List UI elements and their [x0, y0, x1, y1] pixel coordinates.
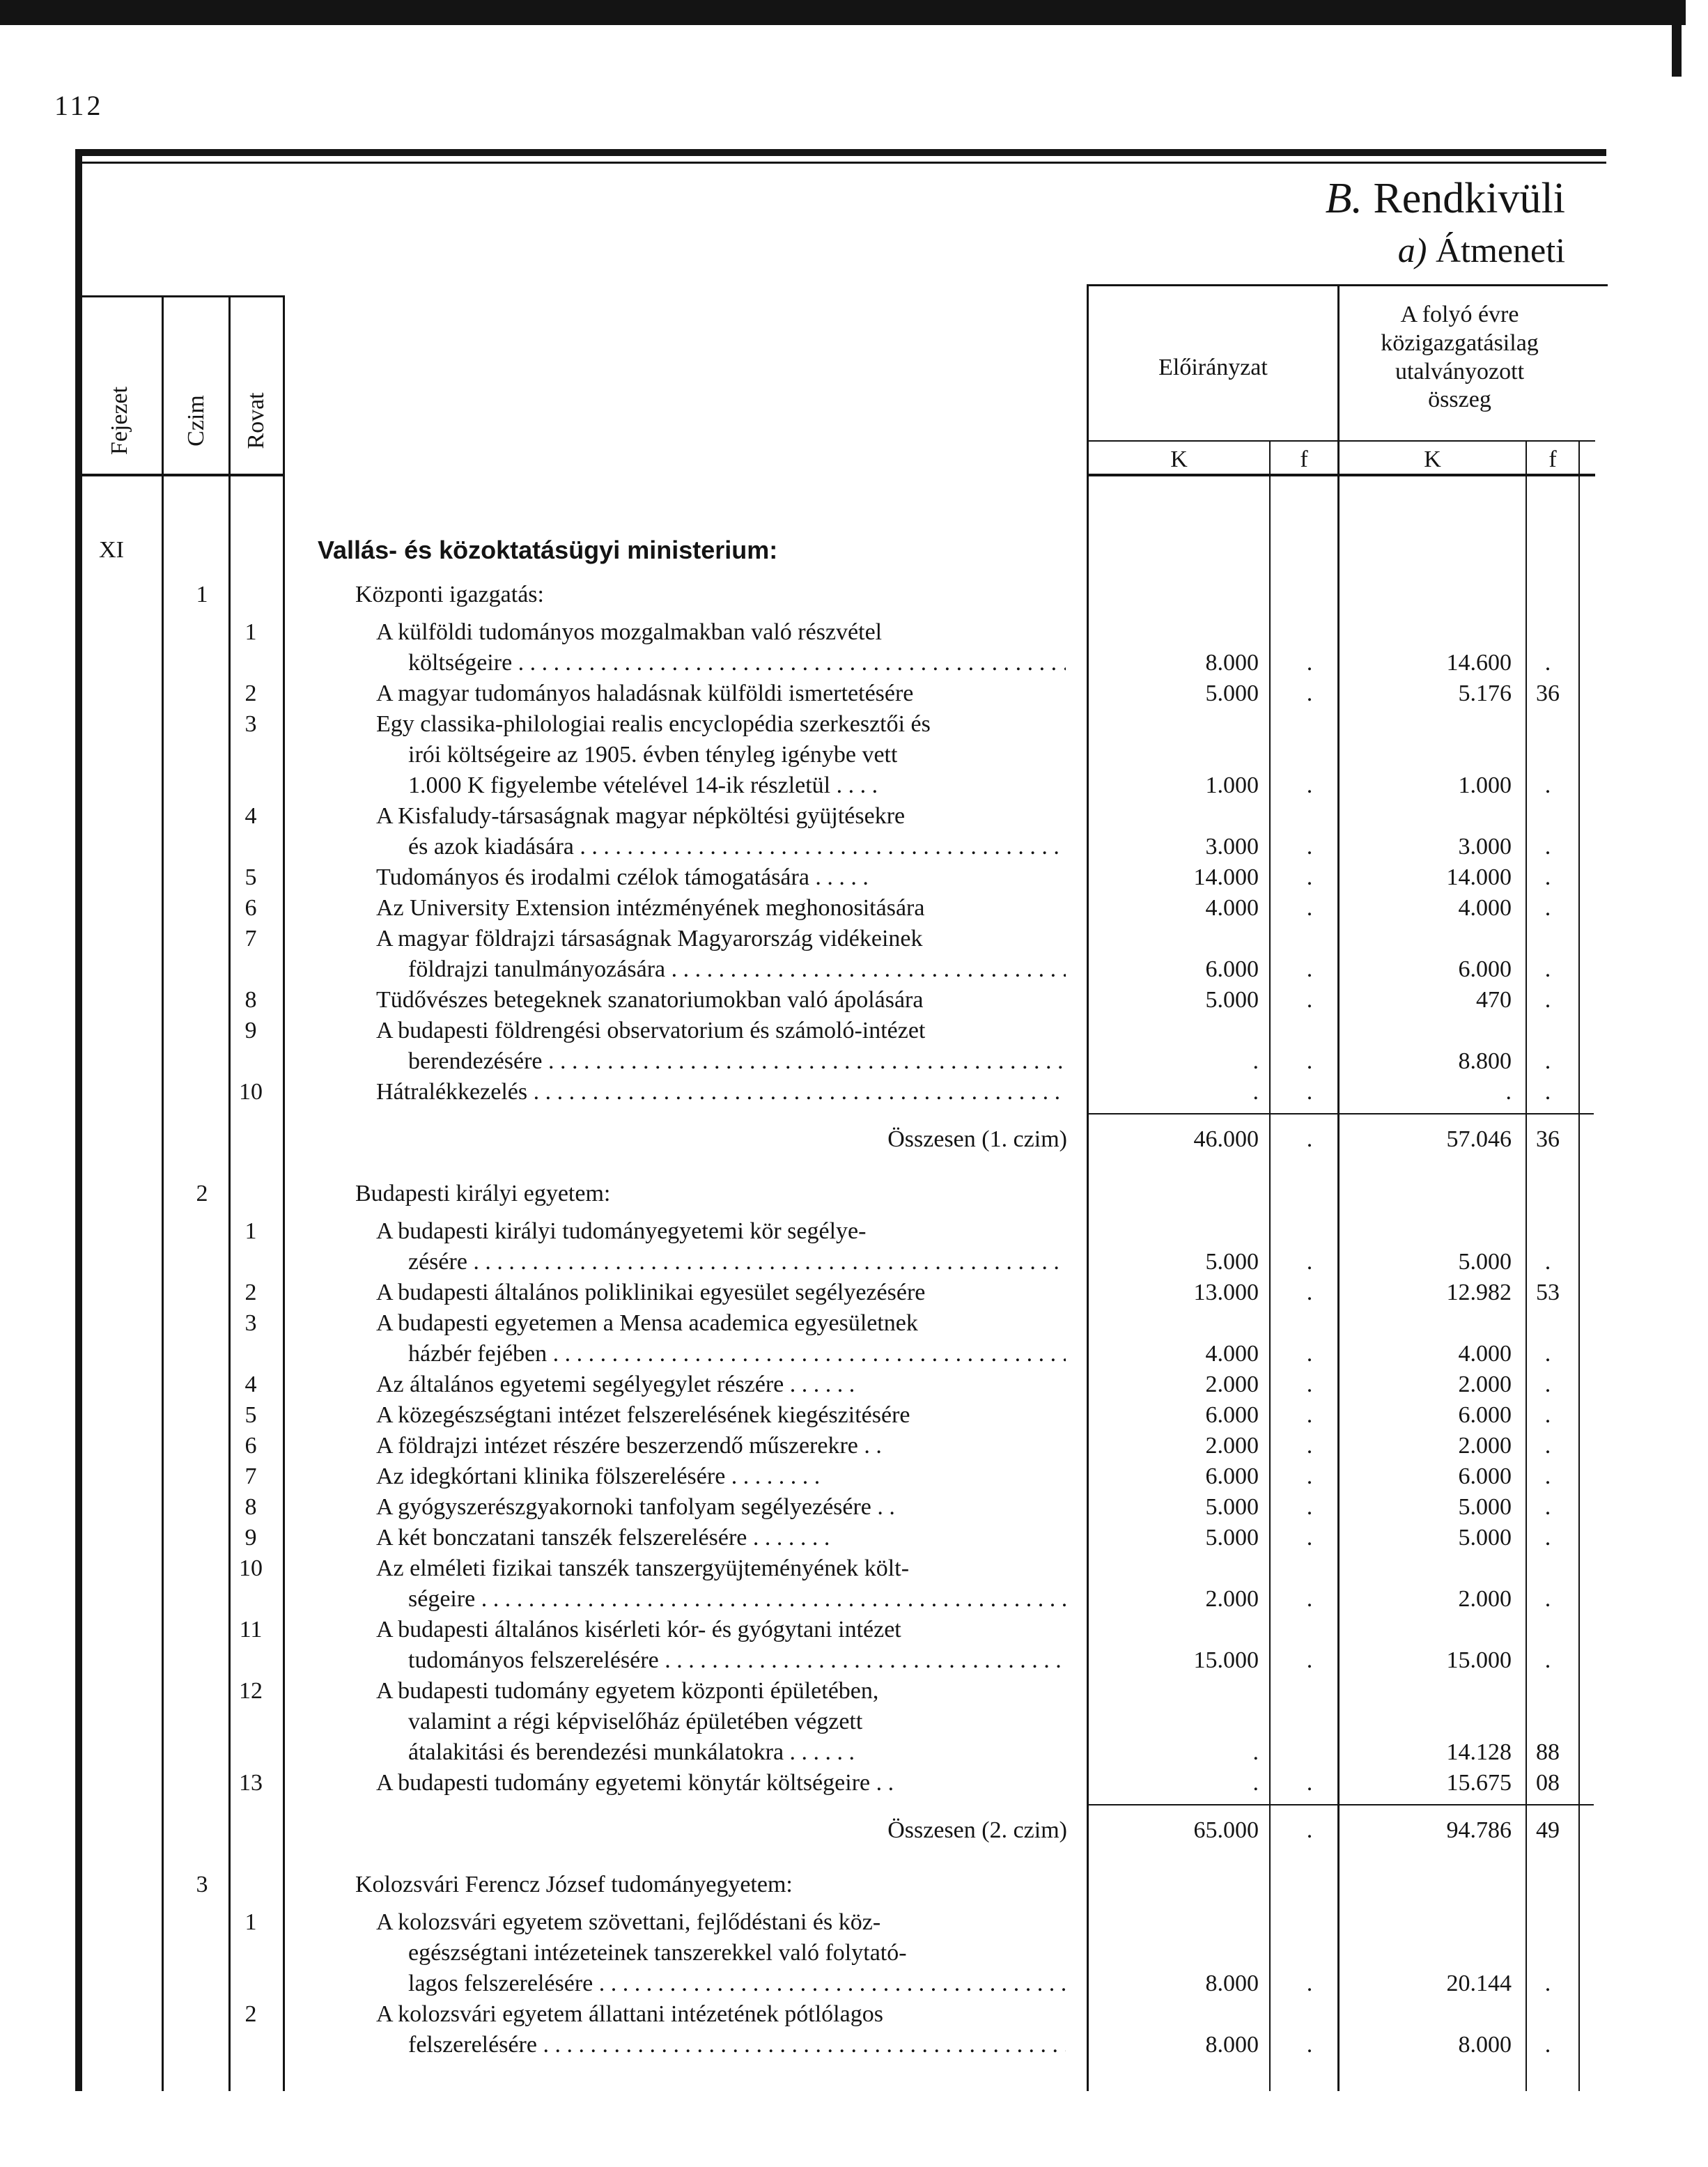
item-description: házbér fejében . . . — [408, 1339, 1066, 1369]
eloiranyzat-k: 46.000 — [1193, 1126, 1259, 1152]
item-description: A földrajzi intézet részére beszerzendő műszerekre . . — [376, 1433, 882, 1459]
header-folyo-evre-line-2: közigazgatásilag — [1381, 329, 1539, 356]
header-folyo-evre — [1340, 301, 1580, 414]
table-row — [0, 1247, 1708, 1277]
eloiranyzat-f: . — [1306, 772, 1313, 798]
rovat-number: 8 — [244, 987, 257, 1013]
eloiranyzat-f: . — [1306, 987, 1313, 1013]
table-row — [0, 1400, 1708, 1431]
eloiranyzat-f: . — [1306, 1494, 1313, 1520]
table-row — [0, 1676, 1708, 1707]
rovat-number: 2 — [244, 1280, 257, 1305]
total-label: Összesen (1. czim) — [887, 1126, 1067, 1152]
utalvanyozott-k: 1.000 — [1458, 772, 1512, 798]
rovat-number: 9 — [244, 1525, 257, 1551]
item-description: Tüdővészes betegeknek szanatoriumokban való ápolására — [376, 987, 924, 1013]
group-row — [0, 1870, 1708, 1900]
subtotal-rule — [1089, 1113, 1594, 1114]
item-description: A budapesti királyi tudományegyetemi kör segélye- — [376, 1218, 867, 1244]
rovat-number: 1 — [244, 1909, 257, 1935]
table-row — [0, 1645, 1708, 1676]
header-rovat: Rovat — [243, 392, 269, 449]
ministry-heading: Vallás- és közoktatásügyi ministerium: — [318, 536, 778, 564]
table-row — [0, 1584, 1708, 1615]
eloiranyzat-f: . — [1306, 1525, 1313, 1551]
utalvanyozott-f: . — [1544, 650, 1551, 676]
utalvanyozott-f: . — [1544, 1341, 1551, 1367]
item-description: A magyar földrajzi társaságnak Magyarország vidékeinek — [376, 926, 923, 952]
table-row — [0, 1461, 1708, 1492]
subtotal-rule — [1089, 1804, 1594, 1805]
eloiranyzat-k: 15.000 — [1193, 1647, 1259, 1673]
header-eloiranyzat: Előirányzat — [1158, 355, 1268, 380]
item-description: Az elméleti fizikai tanszék tanszergyüjteményének költ- — [376, 1555, 910, 1581]
item-description: és azok kiadására . . . — [408, 832, 1066, 862]
czim-number: 2 — [196, 1181, 208, 1206]
table-row — [0, 1553, 1708, 1584]
item-description: Az University Extension intézményének meghonositására — [376, 895, 925, 921]
utalvanyozott-f: . — [1544, 1372, 1551, 1397]
total-row — [0, 1815, 1708, 1846]
table-row — [0, 1523, 1708, 1553]
utalvanyozott-f: . — [1544, 1971, 1551, 1996]
utalvanyozott-k: 94.786 — [1446, 1817, 1512, 1843]
group-row — [0, 1179, 1708, 1209]
eloiranyzat-k: 8.000 — [1205, 650, 1259, 676]
utalvanyozott-k: . — [1505, 1079, 1512, 1105]
total-row — [0, 1124, 1708, 1155]
eloiranyzat-k: 5.000 — [1205, 987, 1259, 1013]
eloiranyzat-k: 2.000 — [1205, 1586, 1259, 1612]
utalvanyozott-f: . — [1544, 1586, 1551, 1612]
utalvanyozott-f: . — [1544, 772, 1551, 798]
table-row — [0, 1968, 1708, 1999]
utalvanyozott-f: 36 — [1536, 1126, 1560, 1152]
table-row — [0, 740, 1708, 770]
rovat-number: 1 — [244, 619, 257, 645]
section-heading: B. Rendkivüli — [1325, 175, 1565, 222]
item-description: A budapesti tudomány egyetem központi épületében, — [376, 1678, 879, 1704]
table-row — [0, 535, 1708, 566]
table-row — [0, 1938, 1708, 1968]
utalvanyozott-k: 6.000 — [1458, 1463, 1512, 1489]
item-description: átalakitási és berendezési munkálatokra . . . . . . — [408, 1739, 855, 1765]
table-row — [0, 678, 1708, 709]
eloiranyzat-f: . — [1306, 1280, 1313, 1305]
eloiranyzat-k: 6.000 — [1205, 1402, 1259, 1428]
eloiranyzat-k: 4.000 — [1205, 895, 1259, 921]
item-description: A budapesti általános kisérleti kór- és gyógytani intézet — [376, 1617, 901, 1642]
utalvanyozott-k: 6.000 — [1458, 956, 1512, 982]
utalvanyozott-k: 14.128 — [1446, 1739, 1512, 1765]
eloiranyzat-k: . — [1252, 1079, 1259, 1105]
utalvanyozott-k: 6.000 — [1458, 1402, 1512, 1428]
eloiranyzat-k: 65.000 — [1193, 1817, 1259, 1843]
item-description: ségeire . . . — [408, 1584, 1066, 1615]
eloiranyzat-f: . — [1306, 1402, 1313, 1428]
item-description: A közegészségtani intézet felszerelésének kiegészitésére — [376, 1402, 910, 1428]
rovat-number: 3 — [244, 1310, 257, 1336]
item-description: A budapesti egyetemen a Mensa academica egyesületnek — [376, 1310, 918, 1336]
rovat-number: 13 — [239, 1770, 263, 1796]
eloiranyzat-k: 1.000 — [1205, 772, 1259, 798]
item-description: Tudományos és irodalmi czélok támogatására . . . . . — [376, 864, 869, 890]
eloiranyzat-k: 4.000 — [1205, 1341, 1259, 1367]
eloiranyzat-f: . — [1306, 1372, 1313, 1397]
group-heading: Kolozsvári Ferencz József tudományegyetem: — [355, 1872, 793, 1897]
utalvanyozott-k: 4.000 — [1458, 1341, 1512, 1367]
eloiranyzat-f: . — [1306, 895, 1313, 921]
utalvanyozott-f: 49 — [1536, 1817, 1560, 1843]
item-description: A Kisfaludy-társaságnak magyar népköltési gyüjtésekre — [376, 803, 906, 829]
rovat-number: 3 — [244, 711, 257, 737]
utalvanyozott-k: 5.000 — [1458, 1494, 1512, 1520]
utalvanyozott-k: 2.000 — [1458, 1586, 1512, 1612]
utalvanyozott-f: . — [1544, 1494, 1551, 1520]
table-row — [0, 617, 1708, 648]
table-row — [0, 1492, 1708, 1523]
table-row — [0, 1615, 1708, 1645]
utalvanyozott-k: 8.000 — [1458, 2032, 1512, 2058]
top-border — [0, 0, 1686, 25]
item-description: irói költségeire az 1905. évben tényleg igénybe vett — [408, 742, 898, 768]
utalvanyozott-f: . — [1544, 2032, 1551, 2058]
eloiranyzat-f: . — [1306, 1079, 1313, 1105]
item-description: A kolozsvári egyetem szövettani, fejlődéstani és köz- — [376, 1909, 881, 1935]
utalvanyozott-f: 08 — [1536, 1770, 1560, 1796]
utalvanyozott-k: 15.000 — [1446, 1647, 1512, 1673]
eloiranyzat-f: . — [1306, 1433, 1313, 1459]
eloiranyzat-f: . — [1306, 1341, 1313, 1367]
rovat-number: 5 — [244, 1402, 257, 1428]
item-description: valamint a régi képviselőház épületében végzett — [408, 1709, 863, 1734]
rovat-number: 7 — [244, 926, 257, 952]
eloiranyzat-k: 8.000 — [1205, 1971, 1259, 1996]
item-description: A gyógyszerészgyakornoki tanfolyam segélyezésére . . — [376, 1494, 895, 1520]
item-description: Az általános egyetemi segélyegylet részére . . . . . . — [376, 1372, 855, 1397]
table-row — [0, 1016, 1708, 1046]
header-czim: Czim — [183, 395, 209, 446]
rovat-number: 9 — [244, 1018, 257, 1043]
eloiranyzat-k: 5.000 — [1205, 1249, 1259, 1275]
table-row — [0, 924, 1708, 954]
eloiranyzat-k: 5.000 — [1205, 1494, 1259, 1520]
item-description: egészségtani intézeteinek tanszerekkel való folytató- — [408, 1940, 907, 1966]
utalvanyozott-f: . — [1544, 1079, 1551, 1105]
eloiranyzat-k: 5.000 — [1205, 681, 1259, 706]
table-row — [0, 1768, 1708, 1799]
table-top-rule — [75, 149, 1606, 156]
table-row — [0, 1308, 1708, 1339]
eloiranyzat-f: . — [1306, 1971, 1313, 1996]
header-k1: K — [1170, 446, 1188, 472]
eloiranyzat-k: 8.000 — [1205, 2032, 1259, 2058]
item-description: A budapesti földrengési observatorium és számoló-intézet — [376, 1018, 926, 1043]
table-row — [0, 954, 1708, 985]
utalvanyozott-f: 88 — [1536, 1739, 1560, 1765]
header-fejezet: Fejezet — [107, 386, 132, 456]
header-folyo-evre-line-4: összeg — [1428, 387, 1491, 413]
table-row — [0, 1907, 1708, 1938]
utalvanyozott-k: 470 — [1476, 987, 1512, 1013]
rovat-number: 2 — [244, 2001, 257, 2027]
eloiranyzat-f: . — [1306, 2032, 1313, 2058]
item-description: lagos felszerelésére . . . — [408, 1968, 1066, 1999]
eloiranyzat-f: . — [1306, 1126, 1313, 1152]
utalvanyozott-f: . — [1544, 987, 1551, 1013]
rovat-number: 4 — [244, 1372, 257, 1397]
rovat-number: 6 — [244, 1433, 257, 1459]
group-heading: Budapesti királyi egyetem: — [355, 1181, 611, 1206]
item-description: berendezésére . . . — [408, 1046, 1066, 1077]
utalvanyozott-k: 2.000 — [1458, 1372, 1512, 1397]
top-border-tick — [1672, 0, 1682, 77]
table-row — [0, 1216, 1708, 1247]
group-heading: Központi igazgatás: — [355, 582, 544, 607]
utalvanyozott-k: 20.144 — [1446, 1971, 1512, 1996]
header-f1: f — [1300, 446, 1308, 472]
item-description: A két bonczatani tanszék felszerelésére . . . . . . . — [376, 1525, 830, 1551]
left-column-header-top-rule — [75, 295, 284, 297]
table-row — [0, 1999, 1708, 2030]
czim-number: 1 — [196, 582, 208, 607]
item-description: A külföldi tudományos mozgalmakban való részvétel — [376, 619, 883, 645]
utalvanyozott-f: . — [1544, 1463, 1551, 1489]
table-row — [0, 832, 1708, 862]
eloiranyzat-k: 6.000 — [1205, 956, 1259, 982]
right-columns-header-top-rule — [1087, 284, 1608, 286]
eloiranyzat-k: 3.000 — [1205, 834, 1259, 860]
table-row — [0, 709, 1708, 740]
group-row — [0, 580, 1708, 610]
item-description: költségeire . . . — [408, 648, 1066, 678]
rovat-number: 10 — [239, 1079, 263, 1105]
item-description: tudományos felszerelésére . . . — [408, 1645, 1066, 1676]
utalvanyozott-f: . — [1544, 1525, 1551, 1551]
table-row — [0, 1277, 1708, 1308]
item-description: 1.000 K figyelembe vételével 14-ik részletül . . . . — [408, 772, 878, 798]
rovat-number: 10 — [239, 1555, 263, 1581]
utalvanyozott-f: 36 — [1536, 681, 1560, 706]
eloiranyzat-k: . — [1252, 1770, 1259, 1796]
utalvanyozott-k: 14.600 — [1446, 650, 1512, 676]
eloiranyzat-k: 6.000 — [1205, 1463, 1259, 1489]
rovat-number: 1 — [244, 1218, 257, 1244]
table-row — [0, 648, 1708, 678]
eloiranyzat-f: . — [1306, 681, 1313, 706]
eloiranyzat-f: . — [1306, 650, 1313, 676]
eloiranyzat-k: 5.000 — [1205, 1525, 1259, 1551]
total-label: Összesen (2. czim) — [887, 1817, 1067, 1843]
eloiranyzat-f: . — [1306, 956, 1313, 982]
page-number: 112 — [54, 90, 104, 121]
utalvanyozott-f: . — [1544, 895, 1551, 921]
utalvanyozott-k: 2.000 — [1458, 1433, 1512, 1459]
utalvanyozott-k: 3.000 — [1458, 834, 1512, 860]
table-row — [0, 1339, 1708, 1369]
table-row — [0, 2030, 1708, 2060]
eloiranyzat-f: . — [1306, 1770, 1313, 1796]
table-row — [0, 985, 1708, 1016]
eloiranyzat-f: . — [1306, 1463, 1313, 1489]
table-row — [0, 1369, 1708, 1400]
eloiranyzat-f: . — [1306, 864, 1313, 890]
rovat-number: 11 — [239, 1617, 263, 1642]
utalvanyozott-f: . — [1544, 1647, 1551, 1673]
table-row — [0, 801, 1708, 832]
eloiranyzat-k: 14.000 — [1193, 864, 1259, 890]
utalvanyozott-k: 5.000 — [1458, 1249, 1512, 1275]
eloiranyzat-f: . — [1306, 1647, 1313, 1673]
utalvanyozott-k: 57.046 — [1446, 1126, 1512, 1152]
utalvanyozott-k: 8.800 — [1458, 1048, 1512, 1074]
utalvanyozott-f: . — [1544, 1433, 1551, 1459]
czim-number: 3 — [196, 1872, 208, 1897]
header-bottom-rule — [75, 474, 284, 476]
rovat-number: 7 — [244, 1463, 257, 1489]
utalvanyozott-k: 4.000 — [1458, 895, 1512, 921]
eloiranyzat-f: . — [1306, 1048, 1313, 1074]
item-description: Az idegkórtani klinika fölszerelésére . . . . . . . . — [376, 1463, 821, 1489]
subsection-heading: a) Átmeneti — [1397, 231, 1565, 270]
k-f-separator-rule — [1087, 440, 1595, 442]
header-folyo-evre-line-1: A folyó évre — [1400, 302, 1519, 327]
eloiranyzat-k: 2.000 — [1205, 1433, 1259, 1459]
utalvanyozott-f: . — [1544, 1048, 1551, 1074]
rovat-number: 6 — [244, 895, 257, 921]
utalvanyozott-f: . — [1544, 1402, 1551, 1428]
utalvanyozott-f: . — [1544, 1249, 1551, 1275]
rovat-number: 12 — [239, 1678, 263, 1704]
eloiranyzat-f: . — [1306, 834, 1313, 860]
utalvanyozott-f: . — [1544, 834, 1551, 860]
item-description: zésére . . . — [408, 1247, 1066, 1277]
utalvanyozott-k: 5.000 — [1458, 1525, 1512, 1551]
eloiranyzat-k: 2.000 — [1205, 1372, 1259, 1397]
utalvanyozott-k: 5.176 — [1458, 681, 1512, 706]
eloiranyzat-k: . — [1252, 1048, 1259, 1074]
table-row — [0, 1707, 1708, 1737]
utalvanyozott-f: . — [1544, 956, 1551, 982]
table-row — [0, 1077, 1708, 1108]
rovat-number: 8 — [244, 1494, 257, 1520]
item-description: felszerelésére . . . — [408, 2030, 1066, 2060]
table-top-rule-thin — [75, 162, 1606, 164]
item-description: Egy classika-philologiai realis encyclopédia szerkesztői és — [376, 711, 931, 737]
eloiranyzat-f: . — [1306, 1586, 1313, 1612]
table-row — [0, 1737, 1708, 1768]
utalvanyozott-k: 15.675 — [1446, 1770, 1512, 1796]
header-k2: K — [1424, 446, 1441, 472]
utalvanyozott-f: 53 — [1536, 1280, 1560, 1305]
item-description: A budapesti tudomány egyetemi könytár költségeire . . — [376, 1770, 894, 1796]
outer-left-border — [75, 156, 82, 2091]
utalvanyozott-k: 12.982 — [1446, 1280, 1512, 1305]
utalvanyozott-k: 14.000 — [1446, 864, 1512, 890]
item-description: A magyar tudományos haladásnak külföldi ismertetésére — [376, 681, 914, 706]
table-row — [0, 862, 1708, 893]
table-row — [0, 1046, 1708, 1077]
eloiranyzat-f: . — [1306, 1817, 1313, 1843]
item-description: A kolozsvári egyetem állattani intézetének pótlólagos — [376, 2001, 883, 2027]
rovat-number: 5 — [244, 864, 257, 890]
item-description: Hátralékkezelés . . . — [376, 1077, 1066, 1108]
table-row — [0, 1431, 1708, 1461]
table-row — [0, 770, 1708, 801]
eloiranyzat-f: . — [1306, 1249, 1313, 1275]
item-description: földrajzi tanulmányozására . . . — [408, 954, 1066, 985]
table-row — [0, 893, 1708, 924]
header-f2: f — [1548, 446, 1557, 472]
eloiranyzat-k: 13.000 — [1193, 1280, 1259, 1305]
header-folyo-evre-line-3: utalványozott — [1395, 358, 1525, 385]
rovat-number: 4 — [244, 803, 257, 829]
rovat-number: 2 — [244, 681, 257, 706]
item-description: A budapesti általános poliklinikai egyesület segélyezésére — [376, 1280, 926, 1305]
utalvanyozott-f: . — [1544, 864, 1551, 890]
fejezet-number: XI — [99, 537, 124, 563]
eloiranyzat-k: . — [1252, 1739, 1259, 1765]
